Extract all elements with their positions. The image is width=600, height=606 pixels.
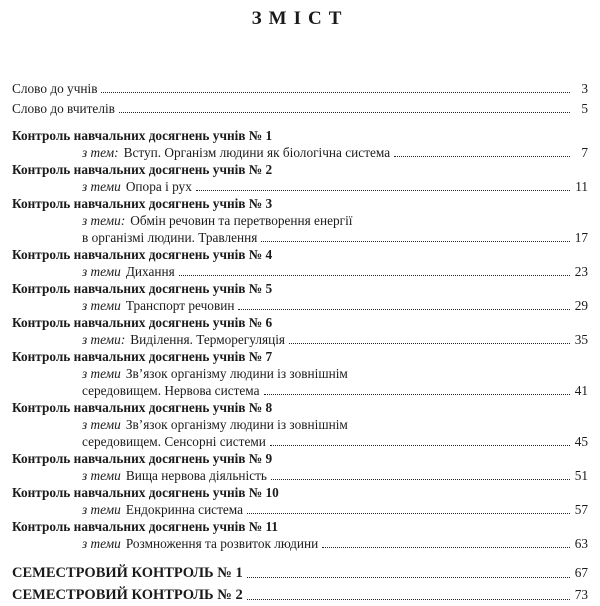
section-heading-9[interactable]: Контроль навчальних досягнень учнів № 9: [12, 451, 273, 466]
topic-label: Розмноження та розвиток людини: [125, 536, 319, 551]
section-topic-2[interactable]: [12, 178, 588, 195]
section-heading-5[interactable]: Контроль навчальних досягнень учнів № 5: [12, 281, 273, 296]
leader-dots: [247, 577, 570, 578]
toc-entry-semester-1[interactable]: [12, 562, 588, 584]
section-topic-5[interactable]: [12, 297, 588, 314]
toc-page-number: 3: [581, 81, 588, 96]
section-topic-3-line-2[interactable]: [12, 229, 588, 246]
toc-page-number: 11: [575, 179, 588, 194]
toc-page-number: 51: [574, 468, 588, 483]
topic-prefix: з теми: [82, 264, 121, 279]
leader-dots: [322, 547, 570, 548]
topic-label: Ендокринна система: [125, 502, 244, 517]
topic-prefix: з тем:: [82, 145, 119, 160]
toc-page-number: 73: [574, 587, 588, 602]
topic-label: Транспорт речовин: [125, 298, 235, 313]
toc-page-number: 41: [574, 383, 588, 398]
topic-label: Вступ. Організм людини як біологічна система: [123, 145, 391, 160]
leader-dots: [289, 343, 570, 344]
leader-dots: [394, 156, 570, 157]
leader-dots: [101, 92, 570, 93]
toc-page-number: 23: [574, 264, 588, 279]
section-topic-10[interactable]: [12, 501, 588, 518]
leader-dots: [247, 599, 570, 600]
section-heading-6[interactable]: Контроль навчальних досягнень учнів № 6: [12, 315, 273, 330]
section-heading-3[interactable]: Контроль навчальних досягнень учнів № 3: [12, 196, 273, 211]
section-topic-7-line-2[interactable]: [12, 382, 588, 399]
topic-prefix: з теми: [82, 536, 121, 551]
topic-label: середовищем. Сенсорні системи: [82, 434, 266, 449]
toc-page-number: 29: [574, 298, 588, 313]
topic-label: Опора і рух: [125, 179, 192, 194]
leader-dots: [264, 394, 570, 395]
topic-prefix: з теми:: [82, 213, 126, 228]
leader-dots: [196, 190, 570, 191]
topic-prefix: з теми: [82, 417, 121, 432]
leader-dots: [270, 445, 570, 446]
section-heading-4[interactable]: Контроль навчальних досягнень учнів № 4: [12, 247, 273, 262]
topic-prefix: з теми: [82, 179, 121, 194]
toc-page-number: 17: [574, 230, 588, 245]
topic-prefix: з теми: [82, 298, 121, 313]
topic-prefix: з теми: [82, 502, 121, 517]
section-heading-11[interactable]: Контроль навчальних досягнень учнів № 11: [12, 519, 279, 534]
section-topic-1[interactable]: [12, 144, 588, 161]
topic-prefix: з теми:: [82, 332, 126, 347]
topic-label: Обмін речовин та перетворення енергії: [130, 213, 353, 228]
topic-prefix: з теми: [82, 468, 121, 483]
section-heading-1[interactable]: Контроль навчальних досягнень учнів № 1: [12, 128, 273, 143]
table-of-contents: [12, 80, 588, 606]
section-topic-7-line-1[interactable]: [12, 365, 588, 382]
leader-dots: [271, 479, 570, 480]
topic-label: в організмі людини. Травлення: [82, 230, 258, 245]
toc-page-number: 35: [574, 332, 588, 347]
toc-page-number: 7: [581, 145, 588, 160]
section-topic-3-line-1[interactable]: [12, 212, 588, 229]
leader-dots: [179, 275, 570, 276]
leader-dots: [238, 309, 570, 310]
leader-dots: [247, 513, 570, 514]
toc-page-number: 67: [574, 565, 588, 580]
topic-label: Вища нервова діяльність: [125, 468, 267, 483]
page-title: ЗМІСТ: [251, 8, 349, 29]
section-heading-2[interactable]: Контроль навчальних досягнень учнів № 2: [12, 162, 273, 177]
topic-label: Зв’язок організму людини із зовнішнім: [125, 366, 348, 381]
toc-page-number: 57: [574, 502, 588, 517]
toc-page-number: 45: [574, 434, 588, 449]
section-topic-4[interactable]: [12, 263, 588, 280]
section-heading-8[interactable]: Контроль навчальних досягнень учнів № 8: [12, 400, 273, 415]
toc-page-number: 63: [574, 536, 588, 551]
leader-dots: [119, 112, 570, 113]
section-topic-6[interactable]: [12, 331, 588, 348]
section-topic-8-line-1[interactable]: [12, 416, 588, 433]
section-topic-9[interactable]: [12, 467, 588, 484]
toc-entry-label: Слово до вчителів: [12, 101, 115, 116]
toc-entry-label: СЕМЕСТРОВИЙ КОНТРОЛЬ № 2: [12, 587, 243, 603]
section-heading-7[interactable]: Контроль навчальних досягнень учнів № 7: [12, 349, 273, 364]
topic-prefix: з теми: [82, 366, 121, 381]
toc-entry-intro-students[interactable]: [12, 80, 588, 97]
section-heading-10[interactable]: Контроль навчальних досягнень учнів № 10: [12, 485, 279, 500]
section-topic-8-line-2[interactable]: [12, 433, 588, 450]
topic-label: середовищем. Нервова система: [82, 383, 260, 398]
section-topic-11[interactable]: [12, 535, 588, 552]
topic-label: Зв’язок організму людини із зовнішнім: [125, 417, 348, 432]
topic-label: Дихання: [125, 264, 175, 279]
topic-label: Виділення. Терморегуляція: [130, 332, 286, 347]
toc-entry-semester-2[interactable]: [12, 584, 588, 606]
toc-page-number: 5: [581, 101, 588, 116]
toc-entry-label: Слово до учнів: [12, 81, 98, 96]
toc-entry-label: СЕМЕСТРОВИЙ КОНТРОЛЬ № 1: [12, 565, 243, 581]
toc-entry-intro-teachers[interactable]: [12, 100, 588, 117]
leader-dots: [261, 241, 570, 242]
